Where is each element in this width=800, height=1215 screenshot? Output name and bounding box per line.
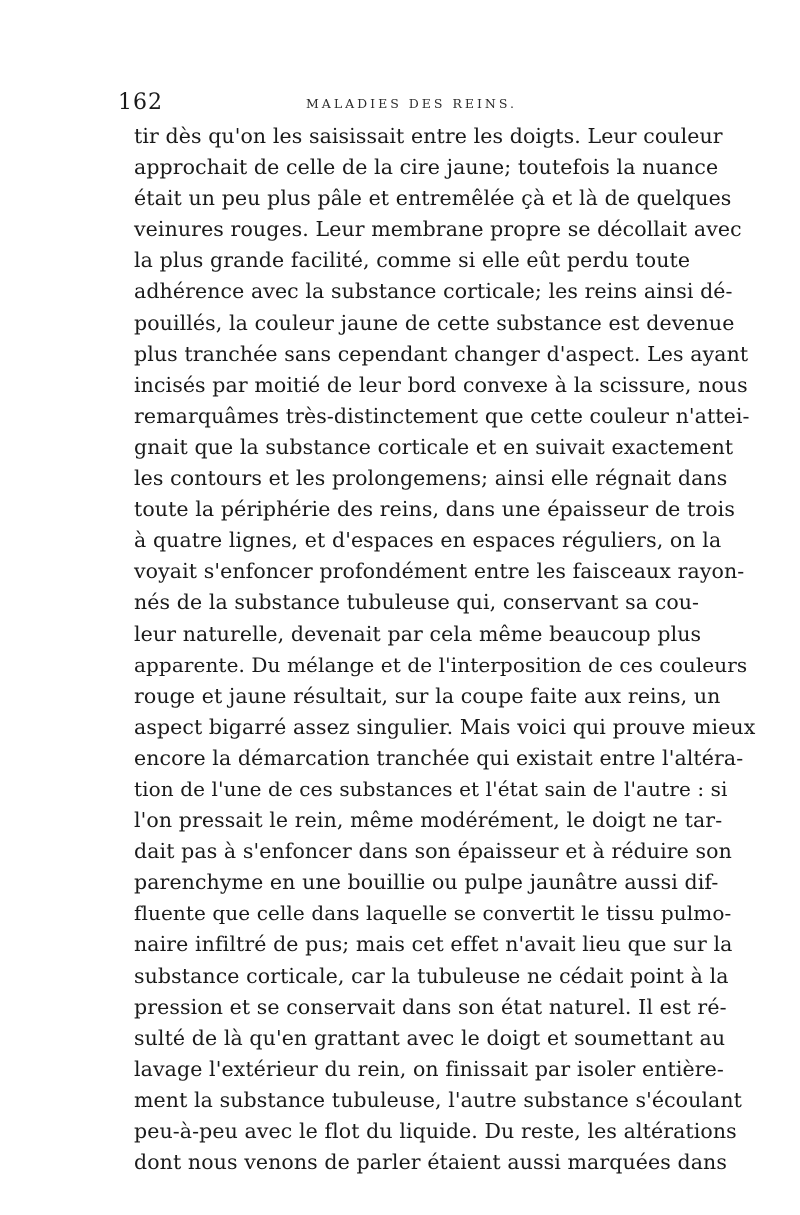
running-title: MALADIES DES REINS. bbox=[306, 96, 517, 111]
text-line: dont nous venons de parler étaient aussi marquées dans bbox=[134, 1150, 727, 1175]
text-line: lavage l'extérieur du rein, on finissait par isoler entière- bbox=[134, 1056, 724, 1081]
text-line: leur naturelle, devenait par cela même beaucoup plus bbox=[134, 621, 702, 646]
text-line: voyait s'enfoncer profondément entre les faisceaux rayon- bbox=[134, 559, 745, 584]
text-line: approchait de celle de la cire jaune; toutefois la nuance bbox=[134, 155, 719, 180]
text-line: apparente. Du mélange et de l'interposition de ces couleurs bbox=[134, 652, 748, 677]
text-line: pouillés, la couleur jaune de cette substance est devenue bbox=[134, 310, 735, 335]
text-line: nés de la substance tubuleuse qui, conservant sa cou- bbox=[134, 590, 700, 615]
text-line: gnait que la substance corticale et en suivait exactement bbox=[134, 434, 734, 459]
text-line: à quatre lignes, et d'espaces en espaces réguliers, on la bbox=[134, 528, 722, 553]
text-line: substance corticale, car la tubuleuse ne cédait point à la bbox=[134, 963, 729, 988]
text-line: remarquâmes très-distinctement que cette couleur n'attei- bbox=[134, 403, 750, 428]
text-line: veinures rouges. Leur membrane propre se décollait avec bbox=[134, 217, 742, 242]
text-line: plus tranchée sans cependant changer d'aspect. Les ayant bbox=[134, 341, 749, 366]
text-line: adhérence avec la substance corticale; les reins ainsi dé- bbox=[134, 279, 733, 304]
text-line: peu-à-peu avec le flot du liquide. Du reste, les altérations bbox=[134, 1119, 737, 1143]
text-line: parenchyme en une bouillie ou pulpe jaunâtre aussi dif- bbox=[134, 870, 719, 895]
text-line: toute la périphérie des reins, dans une épaisseur de trois bbox=[134, 497, 735, 522]
text-line: était un peu plus pâle et entremêlée çà et là de quelques bbox=[134, 186, 732, 211]
text-line: les contours et les prolongemens; ainsi elle régnait dans bbox=[134, 466, 728, 491]
text-line: pression et se conservait dans son état naturel. Il est ré- bbox=[134, 994, 727, 1019]
text-line: aspect bigarré assez singulier. Mais voici qui prouve mieux bbox=[134, 714, 756, 739]
body-text bbox=[134, 121, 756, 1178]
text-line: encore la démarcation tranchée qui existait entre l'altéra- bbox=[134, 745, 744, 770]
text-line: fluente que celle dans laquelle se convertit le tissu pulmo- bbox=[134, 901, 732, 926]
page-header bbox=[118, 90, 670, 120]
text-line: rouge et jaune résultait, sur la coupe faite aux reins, un bbox=[134, 683, 721, 708]
text-line: la plus grande facilité, comme si elle eût perdu toute bbox=[134, 248, 691, 273]
text-line: dait pas à s'enfoncer dans son épaisseur et à réduire son bbox=[134, 839, 732, 864]
text-line: ment la substance tubuleuse, l'autre substance s'écoulant bbox=[134, 1087, 743, 1112]
text-line: sulté de là qu'en grattant avec le doigt et soumettant au bbox=[134, 1025, 726, 1050]
text-line: l'on pressait le rein, même modérément, le doigt ne tar- bbox=[134, 808, 723, 833]
page-number: 162 bbox=[118, 90, 163, 115]
text-line: tir dès qu'on les saisissait entre les doigts. Leur couleur bbox=[134, 124, 723, 148]
text-line: tion de l'une de ces substances et l'état sain de l'autre : si bbox=[134, 776, 728, 801]
text-line: naire infiltré de pus; mais cet effet n'avait lieu que sur la bbox=[134, 932, 733, 957]
text-line: incisés par moitié de leur bord convexe à la scissure, nous bbox=[134, 372, 748, 397]
